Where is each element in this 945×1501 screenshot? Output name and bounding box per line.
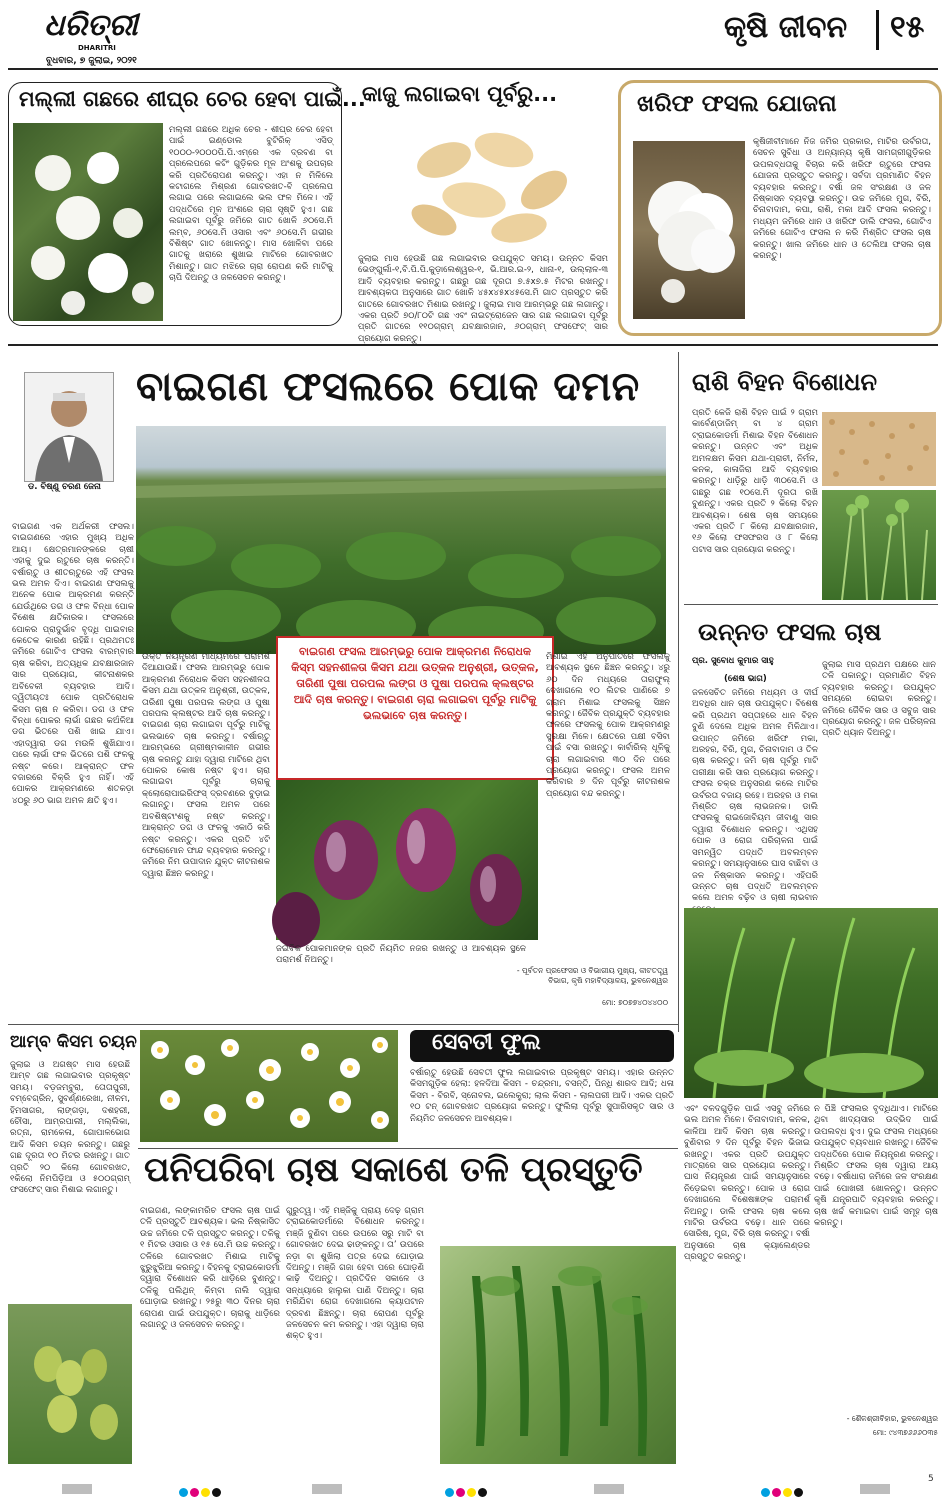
column-divider <box>678 352 679 1032</box>
article-cashew-title: କାଜୁ ଲଗାଇବା ପୂର୍ବରୁ... <box>362 82 558 106</box>
page-number: ୧୫ <box>890 10 925 45</box>
registration-marks-2 <box>444 1482 488 1501</box>
main-phone: ମୋ: ୭୦୭୭୪୦୪୪୦୦ <box>602 998 668 1007</box>
article-improved-crops-title: ଉନ୍ନତ ଫସଲ ଚାଷ <box>698 618 882 646</box>
main-signature: - ପୂର୍ବତନ ପ୍ରଫେସର ଓ ବିଭାଗୀୟ ମୁଖ୍ୟ, କୀଟତତ୍ତ୍ୱ ବିଭାଗ, କୃଷି ମହାବିଦ୍ୟାଳୟ, ଭୁବନେଶ୍ୱର <box>516 966 668 985</box>
veg-nursery-col2: ଗୁରୁତ୍ୱ। ଏହି ମଞ୍ଜିକୁ ପ୍ରାୟ ଦେଢ଼ ଗ୍ରାମ ଟ୍ରାଇକୋଡର୍ମାରେ ବିଶୋଧନ କରନ୍ତୁ। ମଞ୍ଜି ବୁଣିବା ପରେ ଉପରେ ସରୁ ମାଟି ବା ଗୋବରଖତ ଦେଇ ଢାଙ୍କନ୍ତୁ। ତା’ ଉପରେ ନଡ଼ା ବା ଶୁଖିଲା ପତ୍ର ଦେଇ ଘୋଡ଼ାଇ ଦିଅନ୍ତୁ। ମଞ୍ଜି ଗଜା ହେବା ପରେ ଘୋଡ଼ଣି କାଢ଼ି ଦିଅନ୍ତୁ। ପ୍ରତିଦିନ ସକାଳେ ଓ ସନ୍ଧ୍ୟାରେ ହାଲୁକା ପାଣି ଦିଅନ୍ତୁ। ଚାରା ମରିଯିବା ରୋଗ ଦେଖାଗଲେ କ୍ୟାପଟାନ ଦ୍ରବଣ ଛିଞ୍ଚନ୍ତୁ। ଚାରା ରୋପଣ ପୂର୍ବରୁ ଜଳସେଚନ କମ କରନ୍ତୁ। ଏହା ଦ୍ୱାରା ଚାରା ଶକ୍ତ ହୁଏ। <box>286 1206 424 1342</box>
improved-crops-phone: ମୋ: ୯୪୩୭୬୬୬୦୩୫ <box>872 1428 938 1437</box>
footer <box>0 1474 945 1497</box>
article-kharif-title: ଖରିଫ ଫସଲ ଯୋଜନା <box>637 91 837 117</box>
mango-body: ଜୁଲାଇ ଓ ଅଗଷ୍ଟ ମାସ ହେଉଛି ଆମ୍ବ ଗଛ ଲଗାଇବାର ପ୍ରକୃଷ୍ଟ ସମୟ। ବଡ଼ଜମ୍ବୁରା, ତୋତାପୁରୀ, ବମ୍ବେଗ୍ରିନ, ସୁବର୍ଣ୍ଣରେଖା, ନୀଳମ, ହିମସାଗର, ଲାଙ୍ଗଡ଼ା, ଦଶହରୀ, ଚୌସା, ଆମ୍ରପାଲୀ, ମଲ୍ଲିକା, ରତ୍ନା, ରାମକେଳା, ଗୋପାଳଭୋଗ ଆଦି କିସମ ଚୟନ କରନ୍ତୁ। ଗଛରୁ ଗଛ ଦୂରତା ୧୦ ମିଟର ରଖନ୍ତୁ। ଗାତ ପ୍ରତି ୨୦ କିଲୋ ଗୋବରଖତ, ୧କିଲୋ ନିମପିଡ଼ିଆ ଓ ୫୦୦ଗ୍ରାମ୍ ଫସଫେଟ୍ ସାର ମିଶାଇ ଲଗାନ୍ତୁ। <box>10 1060 130 1196</box>
article-mango <box>8 1028 137 1468</box>
veg-rule <box>138 1148 678 1149</box>
main-callout <box>276 636 554 780</box>
veg-nursery-col1: ବାଇଗଣ, ଲଙ୍କାମରିଚ ଫସଲ ଚାଷ ପାଇଁ ତଳି ପ୍ରସ୍ତୁତି ଆବଶ୍ୟକ। ଭଲ ନିଷ୍କାସିତ ଉଚ୍ଚ ଜମିରେ ତଳି ପ୍ରସ୍ତୁତ କରନ୍ତୁ। ତଳିକୁ ୧ ମିଟର ଓସାର ଓ ୧୫ ସେ.ମି ଉଚ୍ଚ କରନ୍ତୁ। ତଳିରେ ଗୋବରଖତ ମିଶାଇ ମାଟିକୁ ଝୁରୁଝୁରିଆ କରନ୍ତୁ। ବିହନକୁ ଟ୍ରାଇକୋଡର୍ମା ଦ୍ୱାରା ବିଶୋଧନ କରି ଧାଡ଼ିରେ ବୁଣନ୍ତୁ। ତଳିକୁ ପଲିଥିନ୍ କିମ୍ବା ନାଲି ଦ୍ୱାରା ଘୋଡ଼ାଇ ରଖନ୍ତୁ। ୨୫ରୁ ୩୦ ଦିନର ଚାରା ରୋପଣ ପାଇଁ ଉପଯୁକ୍ତ। ଚାରାକୁ ଧାଡ଼ିରେ ଲଗାନ୍ତୁ ଓ ଜଳସେଚନ କରନ୍ତୁ। <box>140 1206 280 1331</box>
article-cashew <box>352 78 610 344</box>
coriander-photo <box>822 490 936 600</box>
chili-photo <box>440 1246 676 1464</box>
main-article-title: ବାଇଗଣ ଫସଲରେ ପୋକ ଦମନ <box>136 364 640 410</box>
chrysanthemum-body: ବର୍ଷାଋତୁ ହେଉଛି ସେବତୀ ଫୁଲ ଲଗାଇବାର ପ୍ରକୃଷ୍ଟ ସମୟ। ଏହାର ଉନ୍ନତ କିସମଗୁଡ଼ିକ ହେଲା: ହଳଦିଆ କିସମ - ଚନ୍ଦ୍ରମା, ବସନ୍ତି, ପିନ୍ଧି ଶାରଦ ଆଦି; ଧଳା କିସମ - ବିରବି, ସ୍ନୋବଲ, ଇଲେକ୍ଟ୍ରା; ଲାଲ କିସମ - ଲାଲପରୀ ଆଦି। ଏକର ପ୍ରତି ୧୦ ଟନ୍ ଗୋବରଖତ ପ୍ରୟୋଗ କରନ୍ତୁ। ଫୁଲିଲା ପୂର୍ବରୁ ସୁପାରିସକୃତ ସାର ଓ ନିୟମିତ ଜଳସେଚନ ଆବଶ୍ୟକ। <box>410 1068 674 1124</box>
masthead-rule <box>8 68 938 70</box>
improved-crops-subhead: (ଶେଷ ଭାଗ) <box>724 674 767 684</box>
main-col2: ଉକ୍ତ ନିୟନ୍ତ୍ରଣ ମାଧ୍ୟମରେ ପରାମର୍ଶ ଦିଆଯାଉଛି। ଫସଲ ଆରମ୍ଭରୁ ପୋକ ଆକ୍ରମଣ ନିରୋଧକ କିସମ ସହନଶୀଳତା କିସମ ଯଥା ଉତ୍କଳ ଅନୁଶ୍ରୀ, ଉତ୍କଳ, ତାରିଣୀ ପୁଷା ପରପଲ ଲଙ୍ଗ ଓ ପୁଷା ପରପଲ କ୍ଲଷ୍ଟର ଆଦି ଚାଷ କରନ୍ତୁ। ବାଇଗଣ ଚାରା ଲଗାଇବା ପୂର୍ବରୁ ମାଟିକୁ ଭଲଭାବେ ଚାଷ କରନ୍ତୁ। ବର୍ଷାଋତୁ ଆରମ୍ଭରେ ଗ୍ରୀଷ୍ମକାଳୀନ ଗଭୀର ଚାଷ କରନ୍ତୁ ଯାହା ଦ୍ୱାରା ମାଟିରେ ଥିବା ପୋକର କୋଷ ନଷ୍ଟ ହୁଏ। ଚାରା ଲଗାଇବା ପୂର୍ବରୁ ଚାରାକୁ କ୍ଲୋରୋପାଇରିଫସ୍ ଦ୍ରବଣରେ ବୁଡ଼ାଇ ଲଗାନ୍ତୁ। ଫସଲ ଅମଳ ପରେ ଅବଶିଷ୍ଟାଂଶକୁ ନଷ୍ଟ କରନ୍ତୁ। ଆକ୍ରାନ୍ତ ଡଗ ଓ ଫଳକୁ ଏକାଠି କରି ନଷ୍ଟ କରନ୍ତୁ। ଏକର ପ୍ରତି ୪ଟି ଫେରୋମୋନ ଫାନ୍ଦ ବ୍ୟବହାର କରନ୍ତୁ। ଜମିରେ ନିମ ଉପାଦାନ ଯୁକ୍ତ କୀଟନାଶକ ଦ୍ୱାରା ଛିଞ୍ଚନ କରନ୍ତୁ। <box>142 652 270 879</box>
seed-treatment-body: ପ୍ରତି କେଜି ରାଶି ବିହନ ପାଇଁ ୨ ଗ୍ରାମ କାର୍ବେଣ୍ଡାଜିମ୍ ବା ୪ ଗ୍ରାମ ଟ୍ରାଇକୋଡର୍ମା ମିଶାଇ ବିହନ ବିଶୋଧନ କରନ୍ତୁ। ଉନ୍ନତ ଏବଂ ଅଧିକ ଅମଳକ୍ଷମ କିସମ ଯଥା-ପ୍ରାଚୀ, ନିର୍ମଳ, କନକ, କାଳାଜିରା ଆଦି ବ୍ୟବହାର କରନ୍ତୁ। ଧାଡ଼ିରୁ ଧାଡ଼ି ୩୦ସେ.ମି ଓ ଗଛରୁ ଗଛ ୧୦ସେ.ମି ଦୂରତା ରଖି ବୁଣନ୍ତୁ। ଏକର ପ୍ରତି ୨ କିଲୋ ବିହନ ଆବଶ୍ୟକ। ଶେଷ ଚାଷ ସମୟରେ ଏକର ପ୍ରତି ୮ କିଲୋ ଯବକ୍ଷାରଜାନ, ୧୬ କିଲୋ ଫସଫରସ ଓ ୮ କିଲୋ ପଟାସ ସାର ପ୍ରୟୋଗ କରନ୍ତୁ। <box>692 408 818 555</box>
logo-sub: DHARITRI <box>78 44 116 52</box>
author-photo <box>24 372 114 482</box>
right-rule <box>684 604 938 605</box>
article-kharif-body: କୃଷିଜୀବୀମାନେ ନିଜ ଜମିର ପ୍ରକାର, ମାଟିର ଉର୍ବରତା, ସେଚନ ସୁବିଧା ଓ ଅନ୍ୟାନ୍ୟ କୃଷି ସାମଗ୍ରୀଗୁଡ଼ିକର ଉପଲବ୍ଧତାକୁ ବିଚାର କରି ଖରିଫ ଋତୁରେ ଫସଲ ଯୋଜନା ପ୍ରସ୍ତୁତ କରନ୍ତୁ। ସର୍ବଦା ପ୍ରମାଣିତ ବିହନ ବ୍ୟବହାର କରନ୍ତୁ। ବର୍ଷା ଜଳ ସଂରକ୍ଷଣ ଓ ଜଳ ନିଷ୍କାସନ ବ୍ୟବସ୍ଥା କରନ୍ତୁ। ଉଚ୍ଚ ଜମିରେ ମୁଗ, ବିରି, ଚିନାବାଦାମ, କପା, ରାଶି, ମକା ଆଦି ଫସଲ କରନ୍ତୁ। ମଧ୍ୟମ ଜମିରେ ଧାନ ଓ ଖରିଫ ଡାଲି ଫସଲ, ଗୋଟିଏ ଜମିରେ ଗୋଟିଏ ଫସଲ ନ କରି ମିଶ୍ରିତ ଫସଲ ଚାଷ କରନ୍ତୁ। ଖାଲ ଜମିରେ ଧାନ ଓ ତେଲିଆ ଫସଲ ଚାଷ କରନ୍ତୁ। <box>753 137 931 262</box>
improved-crops-col2: ଜୁଲାଇ ମାସ ପ୍ରଥମ ପକ୍ଷରେ ଧାନ ତଳି ପକାନ୍ତୁ। ପ୍ରମାଣିତ ବିହନ ବ୍ୟବହାର କରନ୍ତୁ। ଉପଯୁକ୍ତ ସମୟରେ ରୋଇବା କରନ୍ତୁ। ଜମିରେ ଜୈବିକ ସାର ଓ ସବୁଜ ସାର ପ୍ରୟୋଗ କରନ୍ତୁ। ଜଳ ପରିଚାଳନା ପ୍ରତି ଧ୍ୟାନ ଦିଅନ୍ତୁ। <box>822 660 936 739</box>
article-kharif <box>618 80 942 336</box>
maize-field-photo <box>684 908 938 1098</box>
chrysanthemum-photo <box>140 1030 398 1142</box>
article-veg-nursery <box>138 1150 678 1468</box>
improved-crops-signature: - ଶୈଳଶ୍ରୀବିହାର, ଭୁବନେଶ୍ୱର <box>846 1414 938 1423</box>
improved-crops-col1: ଜଳସେଚିତ ଜମିରେ ମଧ୍ୟମ ଓ ଦୀର୍ଘ ଅବଧିର ଧାନ ଚାଷ ଉପଯୁକ୍ତ। ବିଶେଷ କରି ପ୍ରଥମ ସପ୍ତାହରେ ଧାନ ବିହନ ବୁଣି ଦେଲେ ଅଧିକ ଅମଳ ମିଳିଥାଏ। ଉପାନ୍ତ ଜମିରେ ଖରିଫ ମକା, ଅରହର, ବିରି, ମୁଗ, ଚିନାବାଦାମ ଓ ତିଳ ଚାଷ କରନ୍ତୁ। ଜମି ଚାଷ ପୂର୍ବରୁ ମାଟି ପରୀକ୍ଷା କରି ସାର ପ୍ରୟୋଗ କରନ୍ତୁ। ଫସଲ ଚକ୍ର ଅନୁସରଣ କଲେ ମାଟିର ଉର୍ବରତା ବଜାୟ ରହେ। ଅରହର ଓ ମକା ମିଶ୍ରିତ ଚାଷ ଲାଭଜନକ। ଡାଲି ଫସଲକୁ ରାଇଜୋବିୟମ ଜୀବାଣୁ ସାର ଦ୍ୱାରା ବିଶୋଧନ କରନ୍ତୁ। ଏଥିସହ ପୋକ ଓ ରୋଗ ପରିଚାଳନା ପାଇଁ ସମନ୍ୱିତ ପଦ୍ଧତି ଅବଲମ୍ବନ କରନ୍ତୁ। ସମୟାନୁସାରେ ଘାସ ବାଛିବା ଓ ଜଳ ନିଷ୍କାସନ କରନ୍ତୁ। ଏହିପରି ଉନ୍ନତ ଚାଷ ପଦ୍ଧତି ଅବଲମ୍ବନ କଲେ ଅମଳ ବଢ଼ିବ ଓ ଚାଷୀ ଲାଭବାନ <box>692 688 818 904</box>
article-jasmine-title: ମଲ୍ଲୀ ଗଛରେ ଶୀଘ୍ର ଚେର ହେବା ପାଇଁ... <box>19 87 366 111</box>
footer-bar-3 <box>594 1484 624 1494</box>
masthead-divider <box>876 10 879 50</box>
improved-crops-col3: ଏବଂ ବଳଦଗୁଡ଼ିକ ପାଇଁ ଏସବୁ ଜମିରେ ଭଲ ଅମଳ ମିଳେ। ଚିନାବାଦାମ, କନକ, କାଳିଆ ଆଦି କିସମ ଚାଷ କରନ୍ତୁ। ବୁଣିବାର ୨ ଦିନ ପୂର୍ବରୁ ବିହନ ଭିଜାଇ ରଖନ୍ତୁ। ଏକର ପ୍ରତି ଉପଯୁକ୍ତ ମାତ୍ରାରେ ସାର ପ୍ରୟୋଗ କରନ୍ତୁ। ଘାସ ନିୟନ୍ତ୍ରଣ ପାଇଁ ସମୟାନୁସାରେ ନିଡ଼େଇବା କରନ୍ତୁ। ପୋକ ଓ ରୋଗ ଦେଖାଗଲେ ବିଶେଷଜ୍ଞଙ୍କ ପରାମର୍ଶ ନିଅନ୍ତୁ। ଡାଲି ଫସଲ ଚାଷ କଲେ ମାଟିର ଉର୍ବରତା ବଢ଼େ। ଧାନ ପରେ ସୋରିଷ, ମୁଗ, ବିରି ଚାଷ କରନ୍ତୁ। ବର୍ଷା ଅନୁସାରେ ଚାଷ କ୍ୟାଲେଣ୍ଡର ପ୍ରସ୍ତୁତ କରନ୍ତୁ। <box>684 1104 810 1263</box>
brinjal-field-photo <box>136 426 666 654</box>
article-mango-title: ଆମ୍ବ କିସମ ଚୟନ <box>10 1032 137 1052</box>
improved-crops-col4: ନ ପିଞ୍ଚି ଫସଲର ବୃଦ୍ଧିଥାଏ। ମାଟିରେ ଥିବା ଖାଦ୍ୟସାର ଉଦ୍ଭିଦ ପାଇଁ ଉପଲବ୍ଧ ହୁଏ। ଦୁଇ ଫସଲ ମଧ୍ୟରେ ଉପଯୁକ୍ତ ବ୍ୟବଧାନ ରଖନ୍ତୁ। ଜୈବିକ ପଦ୍ଧତିରେ ପୋକ ନିୟନ୍ତ୍ରଣ କରନ୍ତୁ। ମିଶ୍ରିତ ଫସଲ ଚାଷ ଦ୍ୱାରା ଆୟ ବଢ଼େ। ବର୍ଷାଧାରା ଜମିରେ ଜଳ ସଂରକ୍ଷଣ ପାଇଁ ପୋଖରୀ ଖୋଳନ୍ତୁ। ଉନ୍ନତ କୃଷି ଯନ୍ତ୍ରପାତି ବ୍ୟବହାର କରନ୍ତୁ। ଚାଷ ଖର୍ଚ୍ଚ କମାଇବା ପାଇଁ ସମୂହ ଚାଷ କରନ୍ତୁ। <box>814 1104 938 1229</box>
section-title: କୃଷି ଜୀବନ <box>724 10 848 45</box>
main-callout-text: ବାଇଗଣ ଫସଲ ଆରମ୍ଭରୁ ପୋକ ଆକ୍ରମଣ ନିରୋଧକ କିସ୍ମ ସହନଶୀଳତା କିସମ ଯଥା ଉତ୍କଳ ଅନୁଶ୍ରୀ, ଉତ୍କଳ, ତାରିଣୀ ପୁଷା ପରପଲ ଲଙ୍ଗ ଓ ପୁଷା ପରପଲ କ୍ଲଷ୍ଟର ଆଦି ଚାଷ କରନ୍ତୁ। ବାଇଗଣ ଚାରା ଲଗାଇବା ପୂର୍ବରୁ ମାଟିକୁ ଭଲଭାବେ ଚାଷ କରନ୍ତୁ। <box>291 645 539 722</box>
top-row-rule <box>8 344 938 346</box>
article-cashew-body: ଜୁଲାଇ ମାସ ହେଉଛି ଗଛ ଲଗାଇବାର ଉପଯୁକ୍ତ ସମୟ। ଉନ୍ନତ କିସମ ଭେଙ୍ଗୁର୍ଲା-୧,ବି.ପି.ପି.କୁଡ଼ାଲେଶ୍ୱର-୧, ଭି.ଆର.ଇ-୨, ଧାନା-୧, ଉଲ୍ଲାଳ-୩ ଆଦି ବ୍ୟବହାର କରନ୍ତୁ। ଗଛରୁ ଗଛ ଦୂରତା ୭.୫x୭.୫ ମିଟର ରଖନ୍ତୁ। ଆବଶ୍ୟକତା ଅନୁସାରେ ଗାତ ଖୋଳି ୪୫x୪୫x୪୫ସେ.ମି ଗାତ ପ୍ରସ୍ତୁତ କରି ଗାତରେ ଗୋବରଖତ ମିଶାଇ ରଖନ୍ତୁ। ଜୁଲାଇ ମାସ ଆରମ୍ଭରୁ ଗଛ ଲଗାନ୍ତୁ। ଏକର ପ୍ରତି ୭୦/୮୦ଟି ଗଛ ଏବଂ ନାଇଟ୍ରୋଜେନ ସାର ଗଛ ଲଗାଇବା ପୂର୍ବରୁ ପ୍ରତି ଗାତରେ ୧୧୦ଗ୍ରାମ୍ ଯବକ୍ଷାରଜାନ, ୬୦ଗ୍ରାମ୍ ଫସଫେଟ୍ ସାର ପ୍ରୟୋଗ କରନ୍ତୁ। <box>358 254 608 344</box>
eggplant-photo <box>276 780 538 940</box>
main-col1: ବାଇଗଣ ଏକ ଅର୍ଥକରୀ ଫସଲ। ବାଇଗଣରେ ଏହାର ମୁଖ୍ୟ ଅଧିକ ଆୟ। କ୍ଷେତ୍ରମାନଙ୍କରେ ଚାଷୀ ଏହାକୁ ଦୁଇ ଋତୁରେ ଚାଷ କରନ୍ତି। ବର୍ଷାଋତୁ ଓ ଶୀତଋତୁରେ ଏହି ଫସଲ ଭଲ ଅମଳ ଦିଏ। ବାଇଗଣ ଫସଲକୁ ଅନେକ ପୋକ ଆକ୍ରମଣ କରନ୍ତି ଯେଉଁଥିରେ ଡଗ ଓ ଫଳ ବିନ୍ଧା ପୋକ ବିଶେଷ କ୍ଷତିକାରକ। ଫସଲରେ ପୋକର ପ୍ରାଦୁର୍ଭାବ ବୃଦ୍ଧି ପାଇବାର କେତେକ କାରଣ ରହିଛି। ପ୍ରଥମତଃ ଜମିରେ ଗୋଟିଏ ଫସଲ ବାରମ୍ବାର ଚାଷ କରିବା, ଅତ୍ୟଧିକ ଯବକ୍ଷାରଜାନ ସାର ପ୍ରୟୋଗ, କୀଟନାଶକର ଅବିବେକୀ ବ୍ୟବହାର ଆଦି। ଦ୍ୱିତୀୟତଃ ପୋକ ପ୍ରତିରୋଧକ କିସମ ଚାଷ ନ କରିବା। ଡଗ ଓ ଫଳ ବିନ୍ଧା ପୋକର ଲାର୍ଭା ଗଛର କଅଁଳିଆ ଡଗ ଭିତରେ ପଶି ଖାଇ ଯାଏ। ଏହାଦ୍ୱାରା ଡଗ ମଉଳି ଶୁଖିଯାଏ। ପରେ ଲାର୍ଭା ଫଳ ଭିତରେ ପଶି ଫଳକୁ ନଷ୍ଟ କରେ। ଆକ୍ରାନ୍ତ ଫଳ ବଜାରରେ ବିକ୍ରି ହୁଏ ନାହିଁ। ଏହି ପୋକର ଆକ୍ରମଣରେ ଶତକଡ଼ା ୪୦ରୁ ୬୦ ଭାଗ ଅମଳ କ୍ଷତି ହୁଏ। <box>12 522 134 806</box>
article-chrysanthemum <box>404 1028 676 1146</box>
article-jasmine <box>8 82 366 326</box>
jasmine-photo <box>13 123 163 321</box>
cashew-photo <box>404 120 574 248</box>
masthead <box>0 0 945 70</box>
footer-bar-4 <box>860 1484 890 1494</box>
logo: ଧରିତ୍ରୀ <box>44 8 138 43</box>
main-col4: ଜଇବିକ ପୋକମାନଙ୍କ ପ୍ରତି ନିୟମିତ ନଜର ରଖନ୍ତୁ ଓ ଆବଶ୍ୟକ ସ୍ଥଳେ ପରାମର୍ଶ ନିଅନ୍ତୁ। <box>276 944 526 966</box>
improved-crops-author: ପ୍ର. ସୁବୋଧ କୁମାର ସାହୁ <box>692 656 774 666</box>
article-chrysanthemum-title: ସେବତୀ ଫୁଲ <box>432 1030 541 1055</box>
main-article <box>8 352 676 1020</box>
author-name: ଡ. ବିଷ୍ଣୁ ଚରଣ ଜେନା <box>28 482 101 492</box>
footer-page-number: 5 <box>928 1474 934 1484</box>
article-veg-nursery-title: ପନିପରିବା ଚାଷ ସକାଶେ ତଳି ପ୍ରସ୍ତୁତି <box>144 1150 643 1190</box>
cotton-photo <box>633 141 745 319</box>
footer-bar-2 <box>312 1484 342 1494</box>
bottom-row-rule <box>8 1024 678 1025</box>
main-col3: ମିଶାଇ ଏହି ଅନୁପାତରେ ଫସଲକୁ ଆବଶ୍ୟକ ସ୍ଥଳେ ଛିଞ୍ଚନ କରନ୍ତୁ। ୪ରୁ ୬୦ ଦିନ ମଧ୍ୟରେ ତାରାଫୁଲ୍ ଦେଖାଗଲେ ୧୦ ଲିଟର ପାଣିରେ ୭ ଗ୍ରାମ ମିଶାଇ ଫସଲକୁ ସିଞ୍ଚନ କରନ୍ତୁ। ଜୈବିକ ପ୍ରଯୁକ୍ତି ବ୍ୟବହାର ଫଳରେ ଫସଲକୁ ପୋକ ଆକ୍ରମଣରୁ ସୁରକ୍ଷା ମିଳେ। କ୍ଷେତରେ ପକ୍ଷୀ ବସିବା ପାଇଁ ବସା ରଖନ୍ତୁ। କାର୍ବାରିଲ୍ ଧୂଳିକୁ ଚାରା ଲଗାଇବାର ୩୦ ଦିନ ପରେ ପ୍ରୟୋଗ କରନ୍ତୁ। ଫସଲ ଅମଳ କରିବାର ୭ ଦିନ ପୂର୍ବରୁ କୀଟନାଶକ ପ୍ରୟୋଗ ବନ୍ଦ କରନ୍ତୁ। <box>546 652 670 799</box>
seed-photo <box>822 412 936 486</box>
footer-bar-1 <box>62 1484 92 1494</box>
issue-date: ବୁଧବାର, ୭ ଜୁଲାଇ, ୨୦୨୧ <box>46 56 137 66</box>
article-seed-treatment <box>684 356 940 602</box>
article-jasmine-body: ମଲ୍ଲୀ ଗଛରେ ଅଧିକ ଚେର - ଶୀଘ୍ର ଚେର ହେବା ପାଇଁ ଇଣ୍ଡୋଲ ବୁଟିରିକ୍ ଏସିଡ୍ ୧୦୦୦-୨୦୦୦ପି.ପି.ଏମ୍‌ରେ ଏକ ଦ୍ରବଣ ବା ପ୍ରଲେପରେ କଟିଂ ଗୁଡ଼ିକର ମୂଳ ଅଂଶକୁ ଉପଚାର କରି ପ୍ରତିରୋପଣ କରନ୍ତୁ। ଏହା ନ ମିଳିଲେ କଟାଗଲେ ମିଶ୍ରଣ ଗୋବରଖତ-ବି ପ୍ରଲେପ ଲଗାଇ ପରେ ଲଗାଇଲେ ଭଲ ଫଳ ମିଳେ। ଏହି ପଦ୍ଧତିରେ ମୂଳ ଅଂଶରେ ଚାରା ସୃଷ୍ଟି ହୁଏ। ଗଛ ଲଗାଇବା ପୂର୍ବରୁ ଜମିରେ ଗାତ ଖୋଳି ୬୦ସେ.ମି ଲମ୍ବ, ୬୦ସେ.ମି ଓସାର ଏବଂ ୬୦ସେ.ମି ଗଭୀର ବିଶିଷ୍ଟ ଗାତ ଖୋଳନ୍ତୁ। ମାସ ଖୋଳିବା ପରେ ଗାତକୁ ଖରାରେ ଶୁଖାଇ ମାଟିରେ ଗୋବରଖତ ମିଶାନ୍ତୁ। ଗାତ ମଝିରେ ଚାରା ରୋପଣ କରି ମାଟିକୁ ଚାପି ଦିଅନ୍ତୁ ଓ ଜଳସେଚନ କରନ୍ତୁ। <box>169 125 333 284</box>
registration-marks-3 <box>760 1482 804 1501</box>
article-seed-treatment-title: ରାଶି ବିହନ ବିଶୋଧନ <box>692 368 878 396</box>
mango-photo <box>8 1304 132 1464</box>
registration-marks-1 <box>178 1482 222 1501</box>
